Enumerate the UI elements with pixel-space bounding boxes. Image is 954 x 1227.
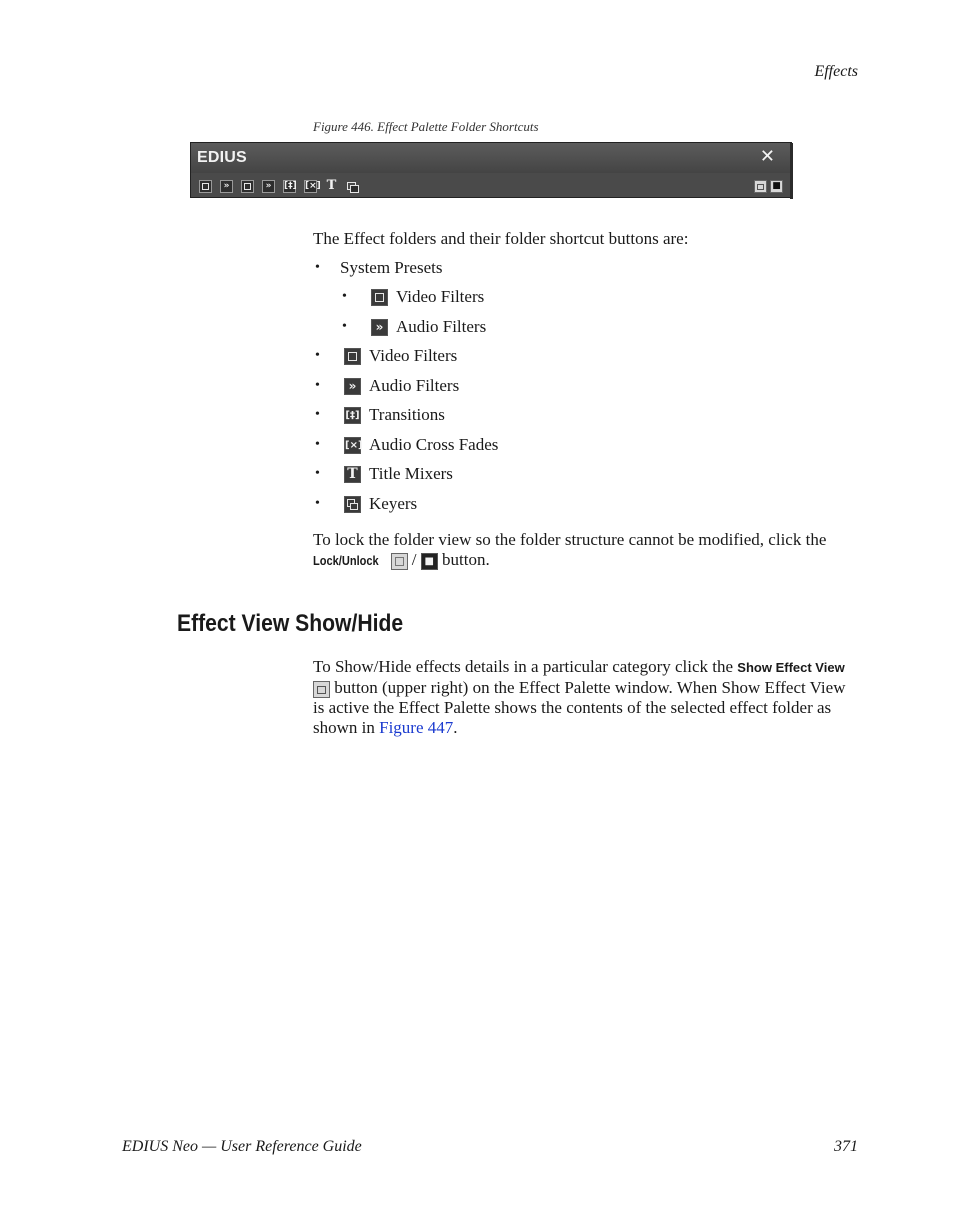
list-item-label: System Presets [340, 258, 443, 277]
palette-titlebar [191, 143, 791, 173]
audio-filters-icon: » [344, 378, 361, 395]
bullet: • [315, 466, 320, 481]
video-filters-icon [371, 289, 388, 306]
bullet: • [315, 437, 320, 452]
list-item-label: Transitions [369, 405, 445, 424]
show-text-middle: button (upper right) on the Effect Palette window. When Show Effect View is active the Effect Palette shows the contents of the selected effect folder as shown in [313, 678, 846, 737]
list-item-label: Video Filters [369, 346, 458, 365]
video-filters-icon[interactable] [241, 180, 254, 193]
audio-filters-icon: » [371, 319, 388, 336]
bullet: • [342, 289, 347, 304]
palette-right-controls [754, 180, 783, 194]
show-text-end: . [453, 718, 458, 737]
show-effect-paragraph [313, 657, 858, 738]
video-filters-icon [344, 348, 361, 365]
bullet: • [315, 348, 320, 363]
title-mixers-icon[interactable]: T [326, 178, 337, 193]
list-item [344, 376, 459, 396]
close-button[interactable]: ✕ [759, 146, 775, 167]
transitions-icon[interactable]: [‡] [284, 181, 297, 191]
bullet: • [315, 260, 320, 275]
list-item [344, 464, 453, 484]
audio-filters-icon[interactable]: » [262, 180, 275, 193]
show-effect-view-label: Show Effect View [737, 660, 845, 675]
unlock-icon [391, 553, 408, 570]
list-item [344, 405, 445, 425]
intro-text: The Effect folders and their folder shortcut buttons are: [313, 229, 689, 248]
list-item [371, 287, 484, 307]
show-effect-view-icon[interactable] [754, 180, 767, 193]
list-item-label: Title Mixers [369, 464, 453, 483]
lock-icon: ■ [421, 553, 438, 570]
effect-palette-window [190, 142, 792, 198]
list-item-label: Video Filters [396, 287, 485, 306]
bullet: • [315, 378, 320, 393]
figure-447-link[interactable]: Figure 447 [379, 718, 454, 737]
figure-caption: Figure 446. Effect Palette Folder Shortcuts [313, 119, 539, 134]
video-filters-icon[interactable] [199, 180, 212, 193]
audio-cross-fades-icon: [×] [344, 437, 361, 454]
list-item [371, 317, 486, 337]
lock-icon[interactable]: ■ [770, 180, 783, 193]
folder-shortcut-toolbar [199, 180, 359, 194]
list-item-label: Audio Filters [396, 317, 487, 336]
list-item [344, 346, 457, 366]
list-item [344, 435, 498, 455]
page-number: 371 [834, 1138, 858, 1155]
lock-paragraph [313, 530, 858, 571]
list-item [340, 258, 442, 278]
keyers-icon[interactable] [346, 180, 359, 193]
bullet: • [315, 407, 320, 422]
section-heading: Effect View Show/Hide [177, 610, 404, 637]
lock-text: To lock the folder view so the folder structure cannot be modified, click the [313, 530, 827, 549]
title-mixers-icon: T [344, 466, 361, 483]
show-text: To Show/Hide effects details in a particular category click the [313, 657, 734, 676]
list-item-label: Audio Cross Fades [369, 435, 499, 454]
slash: / [411, 550, 417, 569]
bullet: • [342, 319, 347, 334]
audio-cross-fades-icon[interactable]: [×] [305, 181, 321, 191]
keyers-icon [344, 496, 361, 513]
bullet: • [315, 496, 320, 511]
palette-title: EDIUS [197, 149, 247, 166]
footer-title: EDIUS Neo — User Reference Guide [122, 1138, 362, 1155]
lock-unlock-label: Lock/Unlock [313, 553, 379, 568]
running-header: Effects [814, 63, 858, 80]
list-item [344, 494, 417, 514]
transitions-icon: [‡] [344, 407, 361, 424]
lock-text-after: button. [442, 550, 490, 569]
palette-edge [790, 143, 793, 199]
audio-filters-icon[interactable]: » [220, 180, 233, 193]
list-item-label: Audio Filters [369, 376, 460, 395]
list-item-label: Keyers [369, 494, 418, 513]
show-effect-view-icon [313, 681, 330, 698]
